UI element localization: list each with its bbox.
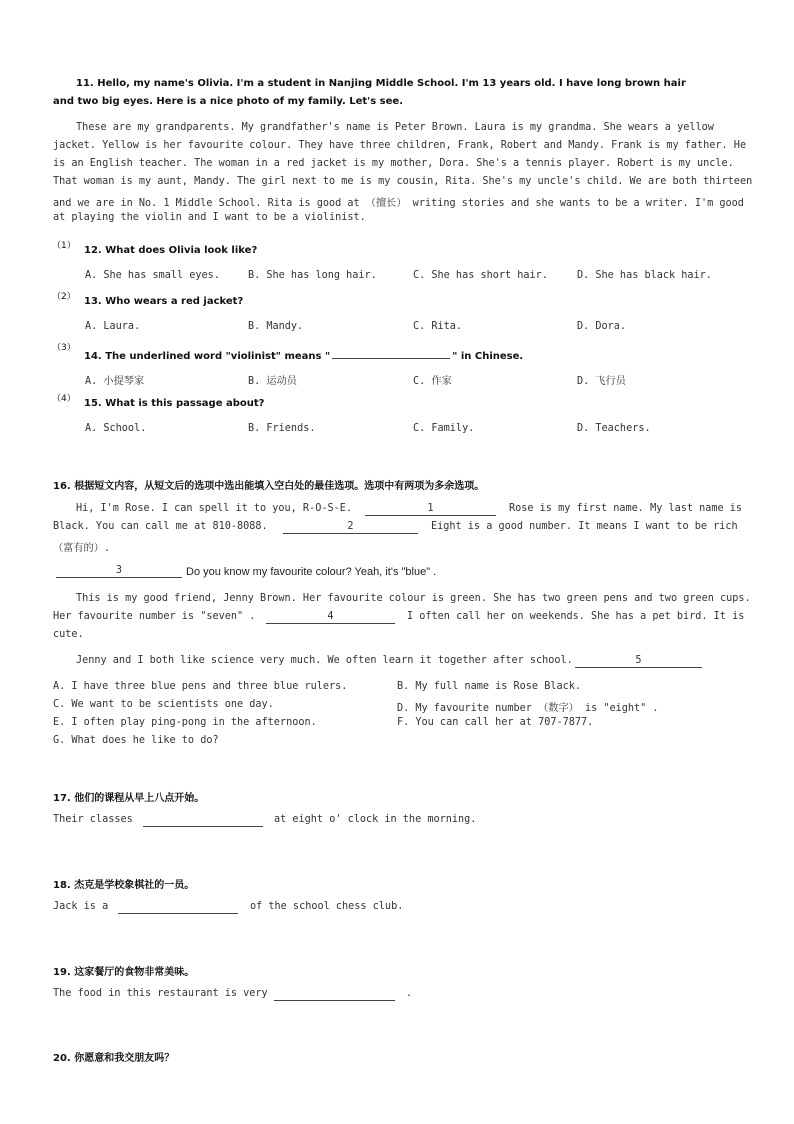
answer-blank[interactable] [143,814,263,827]
question-marker: （2） [52,292,76,302]
choice-a[interactable]: A. I have three blue pens and three blue rulers. [53,681,348,692]
q16-instruction: 16. 根据短文内容，从短文后的选项中选出能填入空白处的最佳选项。选项中有两项为多余选项。 [53,481,485,492]
translation-text: . [406,988,413,999]
q11-passage-line: jacket. Yellow is her favourite colour. They have three children, Frank, Robert and Mandy. Frank is my father. He [53,140,747,151]
option-a[interactable]: A. 小提琴家 [85,376,145,387]
choice-f[interactable]: F. You can call her at 707-7877. [397,717,594,728]
q16-text: Rose is my first name. My last name is [509,503,743,514]
q16-text: I often call her on weekends. She has a pet bird. It is [407,611,745,622]
question-stem-after: " in Chinese. [452,351,524,362]
q11-intro-line1: 11. Hello, my name's Olivia. I'm a student in Nanjing Middle School. I'm 13 years old. I have long brown hair [76,78,686,89]
q16-text: Jenny and I both like science very much. We often learn it together after school. [76,655,573,666]
question-marker: （1） [52,241,76,251]
answer-blank[interactable] [332,347,450,359]
option-c[interactable]: C. Family. [413,423,475,434]
answer-blank-5[interactable]: 5 [575,655,702,668]
choice-c[interactable]: C. We want to be scientists one day. [53,699,274,710]
option-d[interactable]: D. Teachers. [577,423,651,434]
option-b[interactable]: B. Friends. [248,423,316,434]
q16-text: Her favourite number is "seven" . [53,611,256,622]
question-stem: 13. Who wears a red jacket? [84,296,244,307]
q16-text: （富有的）. [53,543,111,554]
translation-prompt: 17. 他们的课程从早上八点开始。 [53,793,205,804]
answer-blank[interactable] [274,988,395,1001]
q11-passage-line: and we are in No. 1 Middle School. Rita is good at （擅长） writing stories and she wants to be a writer. I'm good [53,198,744,209]
q16-text: Black. You can call me at 810-8088. [53,521,268,532]
translation-text: at eight o' clock in the morning. [274,814,477,825]
question-stem: 15. What is this passage about? [84,398,265,409]
q11-passage-line: That woman is my aunt, Mandy. The girl next to me is my cousin, Rita. She's my uncle's child. We are both thirteen [53,176,753,187]
answer-blank[interactable] [118,901,238,914]
option-c[interactable]: C. She has short hair. [413,270,548,281]
option-d[interactable]: D. Dora. [577,321,627,332]
option-b[interactable]: B. 运动员 [248,376,297,387]
option-b[interactable]: B. She has long hair. [248,270,377,281]
option-a[interactable]: A. She has small eyes. [85,270,220,281]
option-b[interactable]: B. Mandy. [248,321,304,332]
question-marker: （4） [52,394,76,404]
choice-d[interactable]: D. My favourite number （数字） is "eight" . [397,703,659,714]
translation-text: of the school chess club. [250,901,404,912]
option-a[interactable]: A. School. [85,423,147,434]
answer-blank-3[interactable]: 3 [56,565,182,578]
translation-prompt: 19. 这家餐厅的食物非常美味。 [53,967,195,978]
choice-b[interactable]: B. My full name is Rose Black. [397,681,582,692]
q16-text: Eight is a good number. It means I want to be rich [431,521,738,532]
choice-e[interactable]: E. I often play ping-pong in the afternoon. [53,717,317,728]
q16-text: This is my good friend, Jenny Brown. Her favourite colour is green. She has two green pens and two green cups. [76,593,751,604]
answer-blank-1[interactable]: 1 [365,503,496,516]
option-c[interactable]: C. Rita. [413,321,463,332]
translation-text: Jack is a [53,901,109,912]
answer-blank-2[interactable]: 2 [283,521,418,534]
q11-intro-line2: and two big eyes. Here is a nice photo of my family. Let's see. [53,96,403,107]
q11-passage-line: These are my grandparents. My grandfather's name is Peter Brown. Laura is my grandma. She wears a yellow [76,122,714,133]
option-a[interactable]: A. Laura. [85,321,141,332]
translation-text: Their classes [53,814,133,825]
translation-prompt: 18. 杰克是学校象棋社的一员。 [53,880,195,891]
choice-g[interactable]: G. What does he like to do? [53,735,219,746]
question-stem [84,347,523,362]
question-stem-before: 14. The underlined word "violinist" means " [84,351,331,362]
translation-prompt: 20. 你愿意和我交朋友吗？ [53,1053,175,1064]
option-d[interactable]: D. 飞行员 [577,376,626,387]
q16-text: Hi, I'm Rose. I can spell it to you, R-O-S-E. [76,503,353,514]
option-d[interactable]: D. She has black hair. [577,270,712,281]
question-stem: 12. What does Olivia look like? [84,245,258,256]
q11-passage-line: is an English teacher. The woman in a red jacket is my mother, Dora. She's a tennis player. Robert is my uncle. [53,158,734,169]
translation-text: The food in this restaurant is very [53,988,268,999]
q16-text: Do you know my favourite colour? Yeah, it's "blue" . [186,566,437,578]
option-c[interactable]: C. 作家 [413,376,452,387]
answer-blank-4[interactable]: 4 [266,611,395,624]
q16-text: cute. [53,629,84,640]
question-marker: （3） [52,343,76,353]
q11-passage-line: at playing the violin and I want to be a violinist. [53,212,366,223]
